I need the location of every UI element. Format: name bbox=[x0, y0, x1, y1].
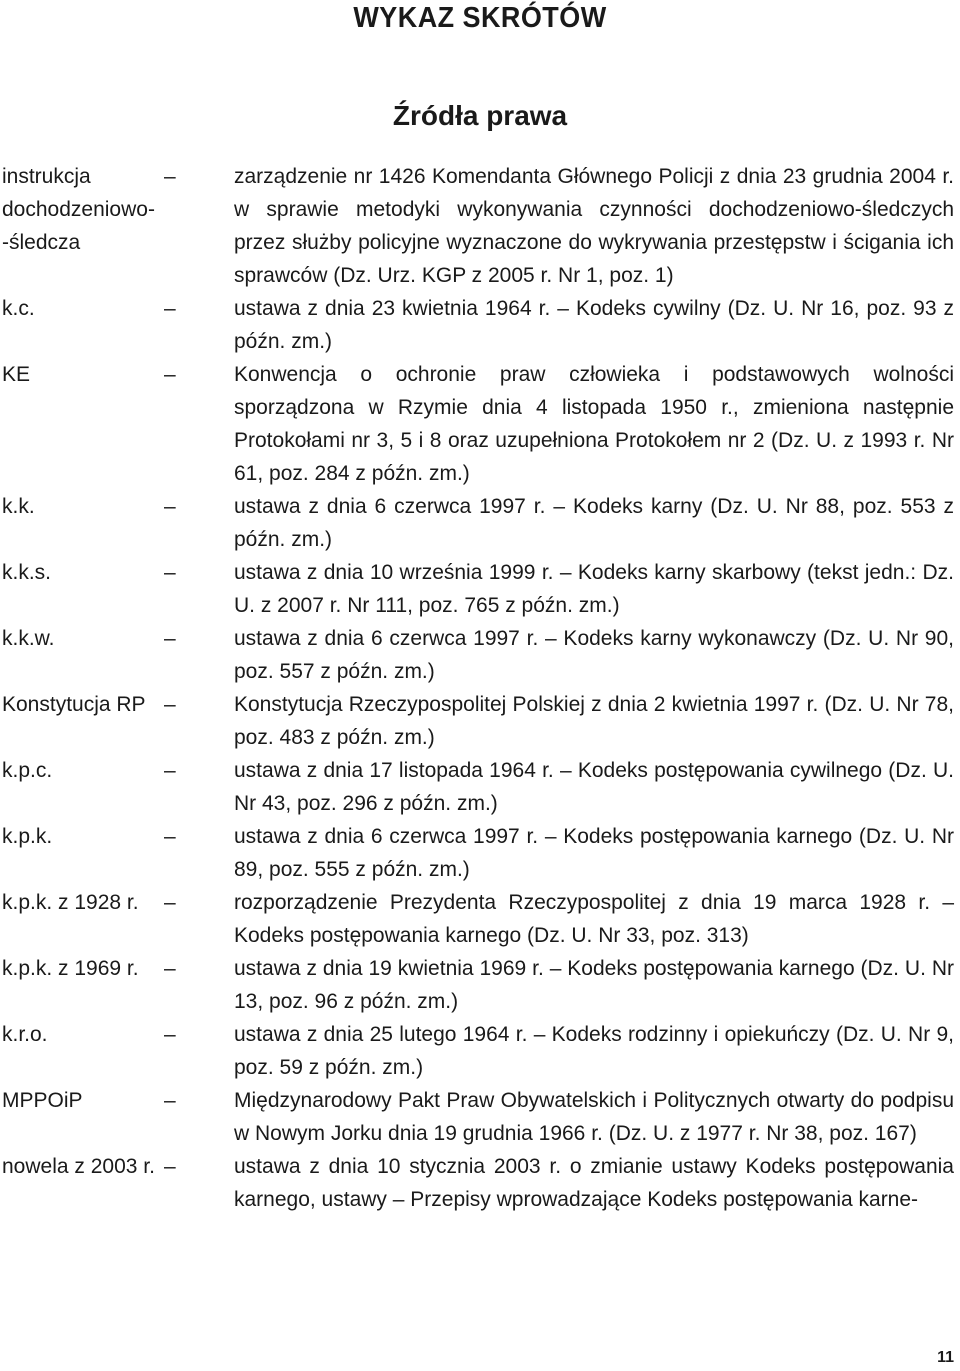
list-item bbox=[0, 1018, 960, 1084]
list-item bbox=[0, 556, 960, 622]
separator-dash: – bbox=[164, 363, 176, 386]
abbreviation: k.k.s. bbox=[2, 561, 52, 584]
section-title-text: Źródła prawa bbox=[392, 100, 568, 131]
list-item bbox=[0, 952, 960, 1018]
list-item bbox=[0, 490, 960, 556]
abbreviation-description: ustawa z dnia 10 września 1999 r. – Kodeks karny skarbowy (tekst jedn.: Dz. U. z 2007 r. Nr 111, poz. 765 z późn. zm.) bbox=[234, 561, 954, 617]
abbreviation: k.k.w. bbox=[2, 627, 55, 650]
separator-dash: – bbox=[164, 957, 176, 980]
list-item bbox=[0, 292, 960, 358]
list-item bbox=[0, 688, 960, 754]
separator-dash: – bbox=[164, 561, 176, 584]
separator-dash: – bbox=[164, 165, 176, 188]
abbreviation: KE bbox=[2, 363, 31, 386]
separator-dash: – bbox=[164, 891, 176, 914]
abbreviation-description: ustawa z dnia 6 czerwca 1997 r. – Kodeks karny (Dz. U. Nr 88, poz. 553 z późn. zm.) bbox=[234, 495, 954, 551]
list-item bbox=[0, 1150, 960, 1216]
separator-dash: – bbox=[164, 297, 176, 320]
list-item bbox=[0, 754, 960, 820]
abbreviation: MPPOiP bbox=[2, 1089, 83, 1112]
list-item bbox=[0, 1084, 960, 1150]
abbreviation-description: ustawa z dnia 10 stycznia 2003 r. o zmianie ustawy Kodeks postępowania karnego, ustawy – Przepisy wprowadzające Kodeks postępowania karne- bbox=[234, 1155, 954, 1211]
abbreviation-description: zarządzenie nr 1426 Komendanta Głównego Policji z dnia 23 grudnia 2004 r. w sprawie metodyki wykonywania czynności dochodzeniowo-śledczych przez służby policyjne wyznaczone do wykrywania przestępstw i ścigania ich sprawców (Dz. Urz. KGP z 2005 r. Nr 1, poz. 1) bbox=[234, 165, 954, 287]
abbreviation-description: Międzynarodowy Pakt Praw Obywatelskich i Politycznych otwarty do podpisu w Nowym Jorku dnia 19 grudnia 1966 r. (Dz. U. z 1977 r. Nr 38, poz. 167) bbox=[234, 1089, 954, 1145]
list-item bbox=[0, 622, 960, 688]
section-title bbox=[0, 100, 960, 132]
separator-dash: – bbox=[164, 693, 176, 716]
abbreviation-description: Konwencja o ochronie praw człowieka i podstawowych wolności sporządzona w Rzymie dnia 4 listopada 1950 r., zmieniona następnie Protokołami nr 3, 5 i 8 oraz uzupełniona Protokołem nr 2 (Dz. U. z 1993 r. Nr 61, poz. 284 z późn. zm.) bbox=[234, 363, 954, 485]
abbreviation-list bbox=[0, 160, 960, 1216]
separator-dash: – bbox=[164, 1155, 176, 1178]
abbreviation: k.p.c. bbox=[2, 759, 53, 782]
separator-dash: – bbox=[164, 627, 176, 650]
abbreviation: k.p.k. z 1928 r. bbox=[2, 891, 139, 914]
page-title: WYKAZ SKRÓTÓW bbox=[353, 2, 607, 34]
list-item bbox=[0, 160, 960, 292]
abbreviation: k.c. bbox=[2, 297, 35, 320]
abbreviation-description: ustawa z dnia 19 kwietnia 1969 r. – Kodeks postępowania karnego (Dz. U. Nr 13, poz. 96 z późn. zm.) bbox=[234, 957, 954, 1013]
abbreviation: Konstytucja RP bbox=[2, 693, 146, 716]
list-item bbox=[0, 820, 960, 886]
abbreviation-description: rozporządzenie Prezydenta Rzeczypospolitej z dnia 19 marca 1928 r. – Kodeks postępowania karnego (Dz. U. Nr 33, poz. 313) bbox=[234, 891, 954, 947]
abbreviation: instrukcja dochodzeniowo- -śledcza bbox=[2, 165, 155, 254]
separator-dash: – bbox=[164, 759, 176, 782]
abbreviation-description: Konstytucja Rzeczypospolitej Polskiej z dnia 2 kwietnia 1997 r. (Dz. U. Nr 78, poz. 483 z późn. zm.) bbox=[234, 693, 954, 749]
abbreviation-description: ustawa z dnia 6 czerwca 1997 r. – Kodeks karny wykonawczy (Dz. U. Nr 90, poz. 557 z późn. zm.) bbox=[234, 627, 954, 683]
list-item bbox=[0, 358, 960, 490]
abbreviation-description: ustawa z dnia 23 kwietnia 1964 r. – Kodeks cywilny (Dz. U. Nr 16, poz. 93 z późn. zm.) bbox=[234, 297, 954, 353]
abbreviation: nowela z 2003 r. bbox=[2, 1155, 155, 1178]
abbreviation: k.p.k. z 1969 r. bbox=[2, 957, 139, 980]
list-item bbox=[0, 886, 960, 952]
abbreviation: k.r.o. bbox=[2, 1023, 48, 1046]
abbreviation-description: ustawa z dnia 17 listopada 1964 r. – Kodeks postępowania cywilnego (Dz. U. Nr 43, poz. 296 z późn. zm.) bbox=[234, 759, 954, 815]
separator-dash: – bbox=[164, 1089, 176, 1112]
separator-dash: – bbox=[164, 825, 176, 848]
separator-dash: – bbox=[164, 495, 176, 518]
abbreviation: k.k. bbox=[2, 495, 35, 518]
abbreviation: k.p.k. bbox=[2, 825, 53, 848]
abbreviation-description: ustawa z dnia 25 lutego 1964 r. – Kodeks rodzinny i opiekuńczy (Dz. U. Nr 9, poz. 59 z późn. zm.) bbox=[234, 1023, 954, 1079]
page-number: 11 bbox=[937, 1349, 954, 1366]
separator-dash: – bbox=[164, 1023, 176, 1046]
abbreviation-description: ustawa z dnia 6 czerwca 1997 r. – Kodeks postępowania karnego (Dz. U. Nr 89, poz. 555 z późn. zm.) bbox=[234, 825, 954, 881]
